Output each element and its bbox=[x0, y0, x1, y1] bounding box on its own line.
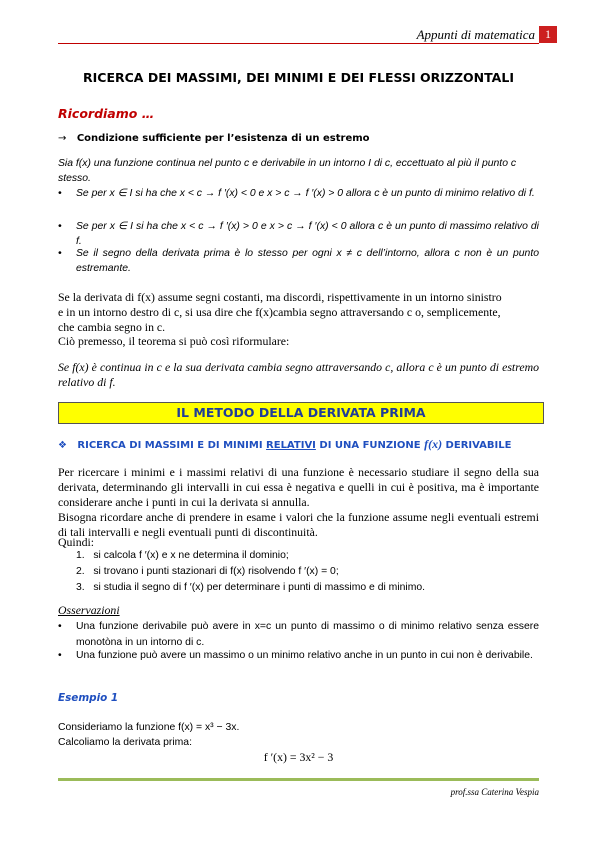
para1-line-4: Ciò premesso, il teorema si può così riformulare: bbox=[58, 334, 290, 348]
step-item: 3. si studia il segno di f ′(x) per determinare i punti di massimo e di minimo. bbox=[76, 582, 426, 593]
para1-line-2: e in un intorno destro di c, si usa dire che f(x)cambia segno attraversando c o, semplicemente, bbox=[58, 305, 501, 319]
bullet-icon: • bbox=[58, 188, 62, 199]
main-title: RICERCA DEI MASSIMI, DEI MINIMI E DEI FLESSI ORIZZONTALI bbox=[83, 70, 514, 85]
bullet-icon: • bbox=[58, 221, 62, 232]
bullet-icon: • bbox=[58, 621, 62, 632]
condition-heading bbox=[58, 133, 370, 144]
subsection-heading: ❖ RICERCA DI MASSIMI E DI MINIMI RELATIVI DI UNA FUNZIONE f(x) DERIVABILE bbox=[58, 437, 512, 451]
example-line-2: Calcoliamo la derivata prima: bbox=[58, 737, 192, 748]
header-divider bbox=[58, 43, 539, 44]
osservazioni-title: Osservazioni bbox=[58, 603, 120, 617]
example-line-1: Consideriamo la funzione f(x) = x³ − 3x. bbox=[58, 722, 240, 733]
theorem-text: Se f(x) è continua in c e la sua derivata cambia segno attraversando c, allora c è un punto di estremo relativo di f. bbox=[58, 360, 539, 389]
quindi-label: Quindi: bbox=[58, 535, 95, 549]
paragraph-3: Bisogna ricordare anche di prendere in esame i valori che la funzione assume negli eventuali estremi di tali intervalli e negli eventuali punti di discontinuità. bbox=[58, 510, 539, 539]
page-number: 1 bbox=[539, 26, 557, 43]
step-item: 1. si calcola f ′(x) e x ne determina il dominio; bbox=[76, 550, 289, 561]
bullet-text: Una funzione derivabile può avere in x=c un punto di massimo o di minimo relativo senza essere monotòna in un intorno di c. bbox=[76, 621, 539, 648]
bullet-text: Se per x ∈ I si ha che x < c → f ′(x) < 0 e x > c → f ′(x) > 0 allora c è un punto di minimo relativo di f. bbox=[76, 188, 535, 199]
header-title: Appunti di matematica bbox=[416, 27, 535, 42]
bullet-text: Se per x ∈ I si ha che x < c → f ′(x) > 0 e x > c → f ′(x) < 0 allora c è un punto di massimo relativo di f. bbox=[76, 221, 539, 247]
definition-line-2: stesso. bbox=[58, 173, 91, 184]
definition-line-1: Sia f(x) una funzione continua nel punto c e derivabile in un intorno I di c, eccettuato al più il punto c bbox=[58, 158, 517, 169]
para1-line-3: che cambia segno in c. bbox=[58, 320, 166, 334]
example-formula: f ′(x) = 3x² − 3 bbox=[263, 750, 334, 764]
arrow-icon: → bbox=[58, 133, 67, 144]
bullet-text: Se il segno della derivata prima è lo stesso per ogni x ≠ c dell’intorno, allora c non è un punto estremante. bbox=[76, 248, 539, 274]
ricordiamo-heading: Ricordiamo … bbox=[58, 106, 155, 121]
bullet-text: Una funzione può avere un massimo o un minimo relativo anche in un punto in cui non è derivabile. bbox=[76, 650, 533, 661]
example-title: Esempio 1 bbox=[58, 692, 119, 704]
section-banner: IL METODO DELLA DERIVATA PRIMA bbox=[58, 402, 544, 424]
footer-author: prof.ssa Caterina Vespia bbox=[450, 787, 539, 797]
bullet-icon: • bbox=[58, 650, 62, 661]
bullet-icon: • bbox=[58, 248, 62, 259]
diamond-icon: ❖ bbox=[58, 440, 67, 451]
condition-title: Condizione sufficiente per l’esistenza di un estremo bbox=[76, 133, 370, 144]
step-item: 2. si trovano i punti stazionari di f(x) risolvendo f ′(x) = 0; bbox=[76, 566, 339, 577]
paragraph-2: Per ricercare i minimi e i massimi relativi di una funzione è necessario studiare il segno della sua derivata, determinando gli intervalli in cui essa è negativa e quelli in cui è positiva, ma è importante considerare anche i punti in cui la derivata si annulla. bbox=[58, 465, 539, 509]
para1-line-1: Se la derivata di f(x) assume segni costanti, ma discordi, rispettivamente in un intorno sinistro bbox=[58, 290, 502, 304]
footer-divider bbox=[58, 778, 539, 781]
